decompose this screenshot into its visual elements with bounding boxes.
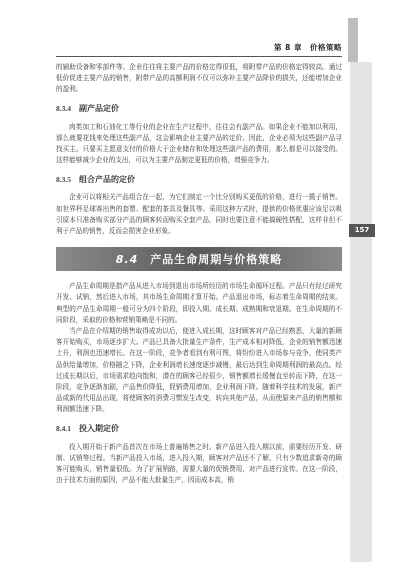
page-number: 157 (349, 224, 375, 237)
thumb-index-strip (350, 62, 372, 562)
section-number: 8.4.1 (56, 424, 71, 434)
section-title: 副产品定价 (79, 104, 119, 114)
chapter-paragraph: 当产品在介绍期的销售取得成功以后，便进入成长期，这时顾客对产品已经熟悉，大量的新顾客开始购买，市场逐步扩大。产品已具备大批量生产条件，生产成本相对降低，企业的销售额迅速上升，利润也迅速增长。在这一阶段，竞争者看到有利可图，将纷纷进入市场参与竞争，使同类产品供给量增加，价格随之下降，企业利润增长速度逐步减慢，最后达到生命周期利润的最高点。经过成长期以后，市场需求趋向饱和，潜在的顾客已经很少，销售额增长缓慢直至转而下降，在这一阶段，竞争逐渐加剧，产品售价降低，促销费用增加，企业利润下降。随着科学技术的发展，新产品或新的代用品出现，将使顾客的消费习惯发生改变，转向其他产品，从而使原来产品的销售额和利润额迅速下降。 (56, 327, 342, 414)
chapter-title: 产品生命周期与价格策略 (150, 253, 283, 267)
section-paragraph: 企业可以将相关产品组合在一起，为它们制定一个比分别购买更低的价格，进行一揽子销售。如世界杯足球赛出售的套票、配套的茶具及餐具等。采用这种方式时，提供的价格优惠应该足以吸引原本只准备购买部分产品的顾客转而购买全套产品，同时也要注意不能搞硬性搭配，这样非但不利于产品的销售，反而会损害企业形象。 (56, 193, 342, 236)
section-title: 组合产品的定价 (79, 174, 135, 184)
intro-paragraph: 的辅助设备和零部件等。企业往往将主要产品的价格定得很低，将附带产品的价格定得较高。通过低价促进主要产品的销售，附带产品的高额利润不仅可以弥补主要产品降价的损失，还能增加企业的盈利。 (56, 63, 342, 94)
page-content (56, 62, 342, 486)
section-paragraph: 投入期开始于新产品首次在市场上普遍销售之时。新产品进入投入期以前，需要经历开发、研制、试销等过程。当新产品投入市场，进入投入期，顾客对产品还不了解，只有少数追求新奇的顾客可能购买，销售量很低。为了扩展销路，需要大量的促销费用，对产品进行宣传。在这一阶段，由于技术方面的原因，产品不能大批量生产，因而成本高，销 (56, 442, 342, 485)
running-header (56, 40, 342, 57)
section-heading-8-3-4 (56, 102, 342, 116)
section-heading-8-4-1 (56, 422, 342, 436)
section-number: 8.3.4 (56, 104, 71, 114)
section-heading-8-3-5 (56, 172, 342, 186)
section-paragraph: 肉类加工和石油化工等行业的企业在生产过程中，往往会有副产品。如果企业不能加以利用，那么就要花钱来处理这些副产品，这会影响企业主要产品的定价。因此，企业必须为这些副产品寻找买主。只要买主愿意支付的价格大于企业储存和处理这些副产品的费用，那么都是可以接受的。这样能够减少企业的支出，可以为主要产品制定更低的价格，增强竞争力。 (56, 122, 342, 165)
chapter-banner (56, 247, 342, 271)
section-title: 投入期定价 (79, 424, 119, 434)
section-number: 8.3.5 (56, 174, 71, 184)
chapter-paragraph: 产品生命周期是指产品从进入市场到退出市场所经历的市场生命循环过程。产品只有经过研究开发、试销，然后进入市场，其市场生命周期才算开始。产品退出市场，标志着生命周期的结束。典型的产品生命周期一般可分为四个阶段，即投入期、成长期、成熟期和衰退期。在生命周期的不同阶段，采取的价格和营销策略是不同的。 (56, 282, 342, 324)
header-chapter: 第 8 章 (274, 43, 302, 52)
chapter-number: 8.4 (115, 252, 139, 266)
thumb-index-top (348, 18, 358, 62)
header-title: 价格策略 (310, 43, 342, 52)
